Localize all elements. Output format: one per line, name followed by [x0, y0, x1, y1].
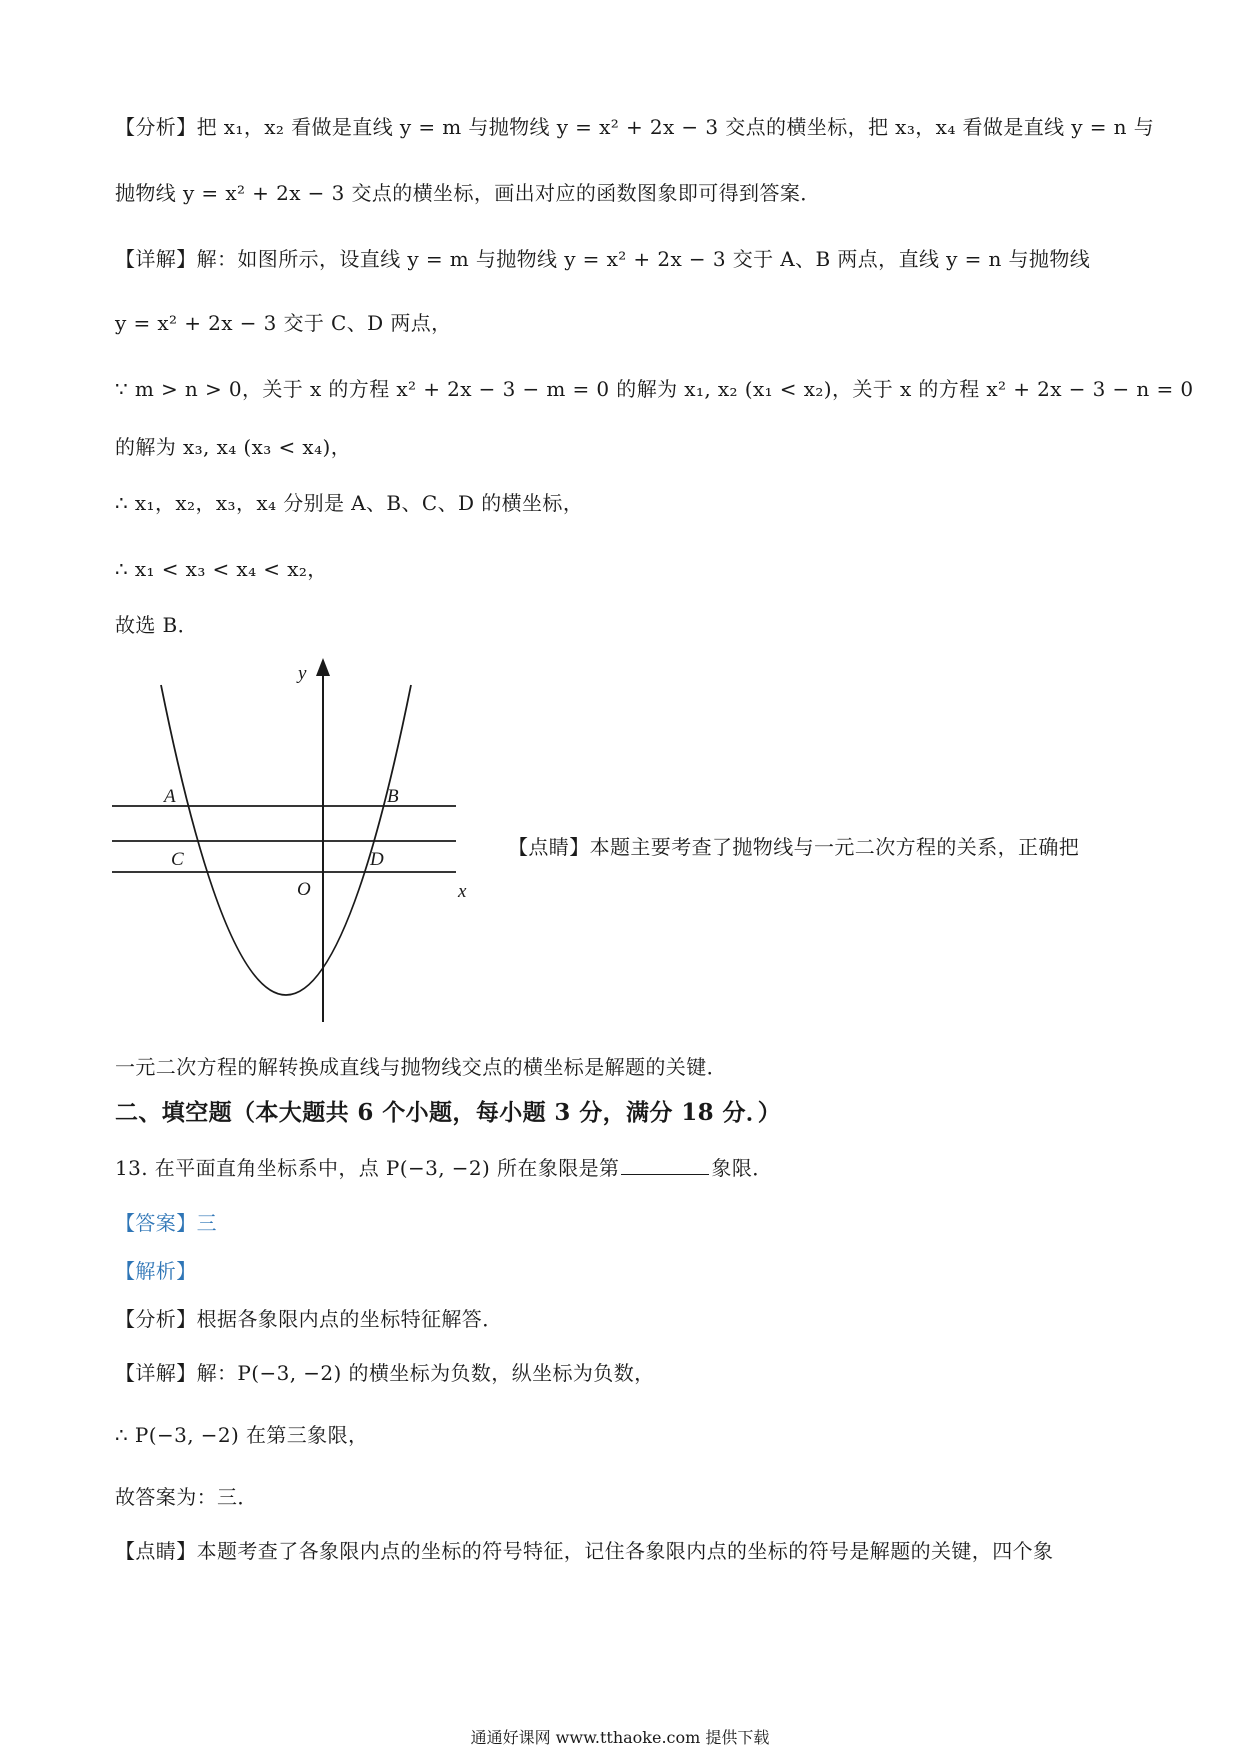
solution-line-4: 的解为 x₃, x₄ (x₃ < x₄)， [115, 435, 352, 459]
q13-answer-line: 故答案为：三． [115, 1485, 258, 1509]
page-footer: 通通好课网 www.tthaoke.com 提供下载 [470, 1728, 770, 1747]
analysis-line-2: 抛物线 y = x² + 2x − 3 交点的横坐标，画出对应的函数图象即可得到答案． [115, 181, 821, 205]
dianjing-line-2: 一元二次方程的解转换成直线与抛物线交点的横坐标是解题的关键． [115, 1055, 727, 1079]
x-axis-label: x [458, 881, 467, 902]
q13-solution-line-1: 【详解】解：P(−3, −2) 的横坐标为负数，纵坐标为负数， [115, 1361, 655, 1385]
point-d-label: D [370, 849, 384, 870]
analysis-tag: 【解析】 [115, 1259, 197, 1283]
y-axis-label: y [298, 663, 307, 684]
point-c-label: C [171, 849, 184, 870]
point-a-label: A [164, 786, 176, 807]
question-13-text: 13. 在平面直角坐标系中，点 P(−3, −2) 所在象限是第 [115, 1156, 620, 1180]
parabola-figure [100, 650, 480, 1030]
answer-blank [621, 1152, 709, 1175]
solution-line-5: ∴ x₁，x₂，x₃，x₄ 分别是 A、B、C、D 的横坐标， [115, 491, 584, 515]
q13-solution-line-2: ∴ P(−3, −2) 在第三象限， [115, 1423, 369, 1447]
answer-tag: 【答案】三 [115, 1211, 217, 1235]
q13-analysis-line: 【分析】根据各象限内点的坐标特征解答． [115, 1307, 503, 1331]
parabola-curve [161, 685, 411, 995]
point-b-label: B [387, 786, 399, 807]
solution-line-3: ∵ m > n > 0，关于 x 的方程 x² + 2x − 3 − m = 0 的解为 x₁, x₂ (x₁ < x₂)，关于 x 的方程 x² + 2x − 3 − n = 0 [115, 377, 1194, 401]
section-title: 二、填空题（本大题共 6 个小题，每小题 3 分，满分 18 分．） [115, 1099, 782, 1126]
origin-label: O [297, 879, 311, 900]
dianjing-line-1: 【点睛】本题主要考查了抛物线与一元二次方程的关系，正确把 [508, 835, 1080, 859]
question-13 [115, 1152, 773, 1183]
question-13-suffix: 象限． [711, 1156, 773, 1180]
q13-dianjing-line: 【点睛】本题考查了各象限内点的坐标的符号特征，记住各象限内点的坐标的符号是解题的关键，四个象 [115, 1539, 1054, 1563]
solution-line-1: 【详解】解：如图所示，设直线 y = m 与抛物线 y = x² + 2x − 3 交于 A、B 两点，直线 y = n 与抛物线 [115, 247, 1091, 271]
solution-line-6: ∴ x₁ < x₃ < x₄ < x₂， [115, 557, 328, 581]
y-axis-arrow-icon [316, 658, 330, 676]
analysis-line-1: 【分析】把 x₁，x₂ 看做是直线 y = m 与抛物线 y = x² + 2x − 3 交点的横坐标，把 x₃，x₄ 看做是直线 y = n 与 [115, 115, 1155, 139]
solution-line-2: y = x² + 2x − 3 交于 C、D 两点， [115, 311, 452, 335]
choice-line: 故选 B． [115, 613, 199, 637]
